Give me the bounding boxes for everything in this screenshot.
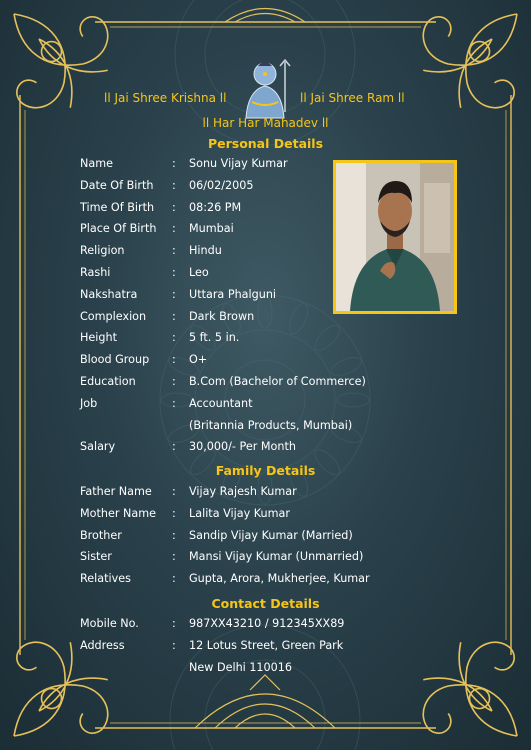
shiva-icon — [238, 56, 292, 120]
field-label: Complexion — [80, 309, 147, 323]
field-separator: : — [172, 157, 176, 170]
header-har-har-mahadev: ll Har Har Mahadev ll — [202, 116, 329, 130]
field-value: Mumbai — [189, 222, 234, 236]
field-value: Uttara Phalguni — [189, 287, 277, 301]
field-label: Father Name — [80, 485, 152, 498]
field-value: 12 Lotus Street, Green Park — [189, 638, 344, 652]
field-value: Leo — [189, 266, 209, 279]
field-value: Vijay Rajesh Kumar — [189, 485, 297, 498]
field-separator: : — [172, 244, 176, 258]
field-value: Gupta, Arora, Mukherjee, Kumar — [189, 572, 370, 586]
field-value: Mansi Vijay Kumar (Unmarried) — [189, 550, 364, 564]
field-separator: : — [172, 572, 176, 586]
field-value: Hindu — [189, 244, 222, 258]
header-jai-shree-krishna: ll Jai Shree Krishna ll — [104, 91, 227, 105]
field-separator: : — [172, 375, 176, 388]
field-value: New Delhi 110016 — [189, 660, 293, 674]
field-value: O+ — [189, 353, 208, 367]
field-value: 30,000/- Per Month — [189, 440, 296, 454]
header-jai-shree-ram: ll Jai Shree Ram ll — [300, 91, 405, 105]
field-label: Rashi — [80, 266, 111, 279]
field-label: Mobile No. — [80, 617, 139, 630]
profile-photo-frame — [333, 160, 457, 314]
field-value: Sonu Vijay Kumar — [189, 157, 288, 170]
field-separator: : — [172, 178, 176, 192]
field-separator: : — [172, 222, 176, 236]
field-label: Sister — [80, 550, 112, 564]
field-separator: : — [172, 485, 176, 498]
field-separator: : — [172, 353, 176, 367]
field-value: Accountant — [189, 396, 253, 410]
field-separator: : — [172, 638, 176, 652]
field-separator: : — [172, 506, 176, 520]
field-value: 987XX43210 / 912345XX89 — [189, 617, 345, 630]
field-value: Sandip Vijay Kumar (Married) — [189, 528, 353, 542]
field-value: (Britannia Products, Mumbai) — [189, 418, 353, 432]
field-separator: : — [172, 331, 176, 345]
field-separator: : — [172, 287, 176, 301]
section-title-family: Family Details — [215, 463, 316, 478]
field-value: 08:26 PM — [189, 200, 242, 214]
field-label: Mother Name — [80, 506, 157, 520]
field-separator: : — [172, 309, 176, 323]
profile-photo — [336, 163, 454, 311]
field-separator: : — [172, 266, 176, 279]
field-label: Name — [80, 157, 114, 170]
field-label: Salary — [80, 440, 116, 454]
field-value: Dark Brown — [189, 309, 255, 323]
field-separator: : — [172, 396, 176, 410]
field-value: Lalita Vijay Kumar — [189, 506, 290, 520]
field-separator: : — [172, 200, 176, 214]
field-value: 06/02/2005 — [189, 178, 254, 192]
field-label: Brother — [80, 528, 122, 542]
field-separator: : — [172, 617, 176, 630]
field-separator: : — [172, 550, 176, 564]
field-label: Nakshatra — [80, 287, 138, 301]
field-label: Date Of Birth — [80, 178, 154, 192]
field-label: Education — [80, 375, 136, 388]
field-label: Time Of Birth — [80, 200, 155, 214]
field-value: B.Com (Bachelor of Commerce) — [189, 375, 366, 388]
field-label: Blood Group — [80, 353, 150, 367]
field-label: Place Of Birth — [80, 222, 157, 236]
section-title-contact: Contact Details — [211, 596, 320, 611]
section-title-personal: Personal Details — [207, 136, 324, 151]
field-label: Relatives — [80, 572, 131, 586]
field-separator: : — [172, 528, 176, 542]
field-label: Height — [80, 331, 117, 345]
field-separator: : — [172, 440, 176, 454]
field-value: 5 ft. 5 in. — [189, 331, 240, 345]
field-label: Religion — [80, 244, 125, 258]
field-label: Job — [80, 396, 98, 410]
field-label: Address — [80, 638, 125, 652]
